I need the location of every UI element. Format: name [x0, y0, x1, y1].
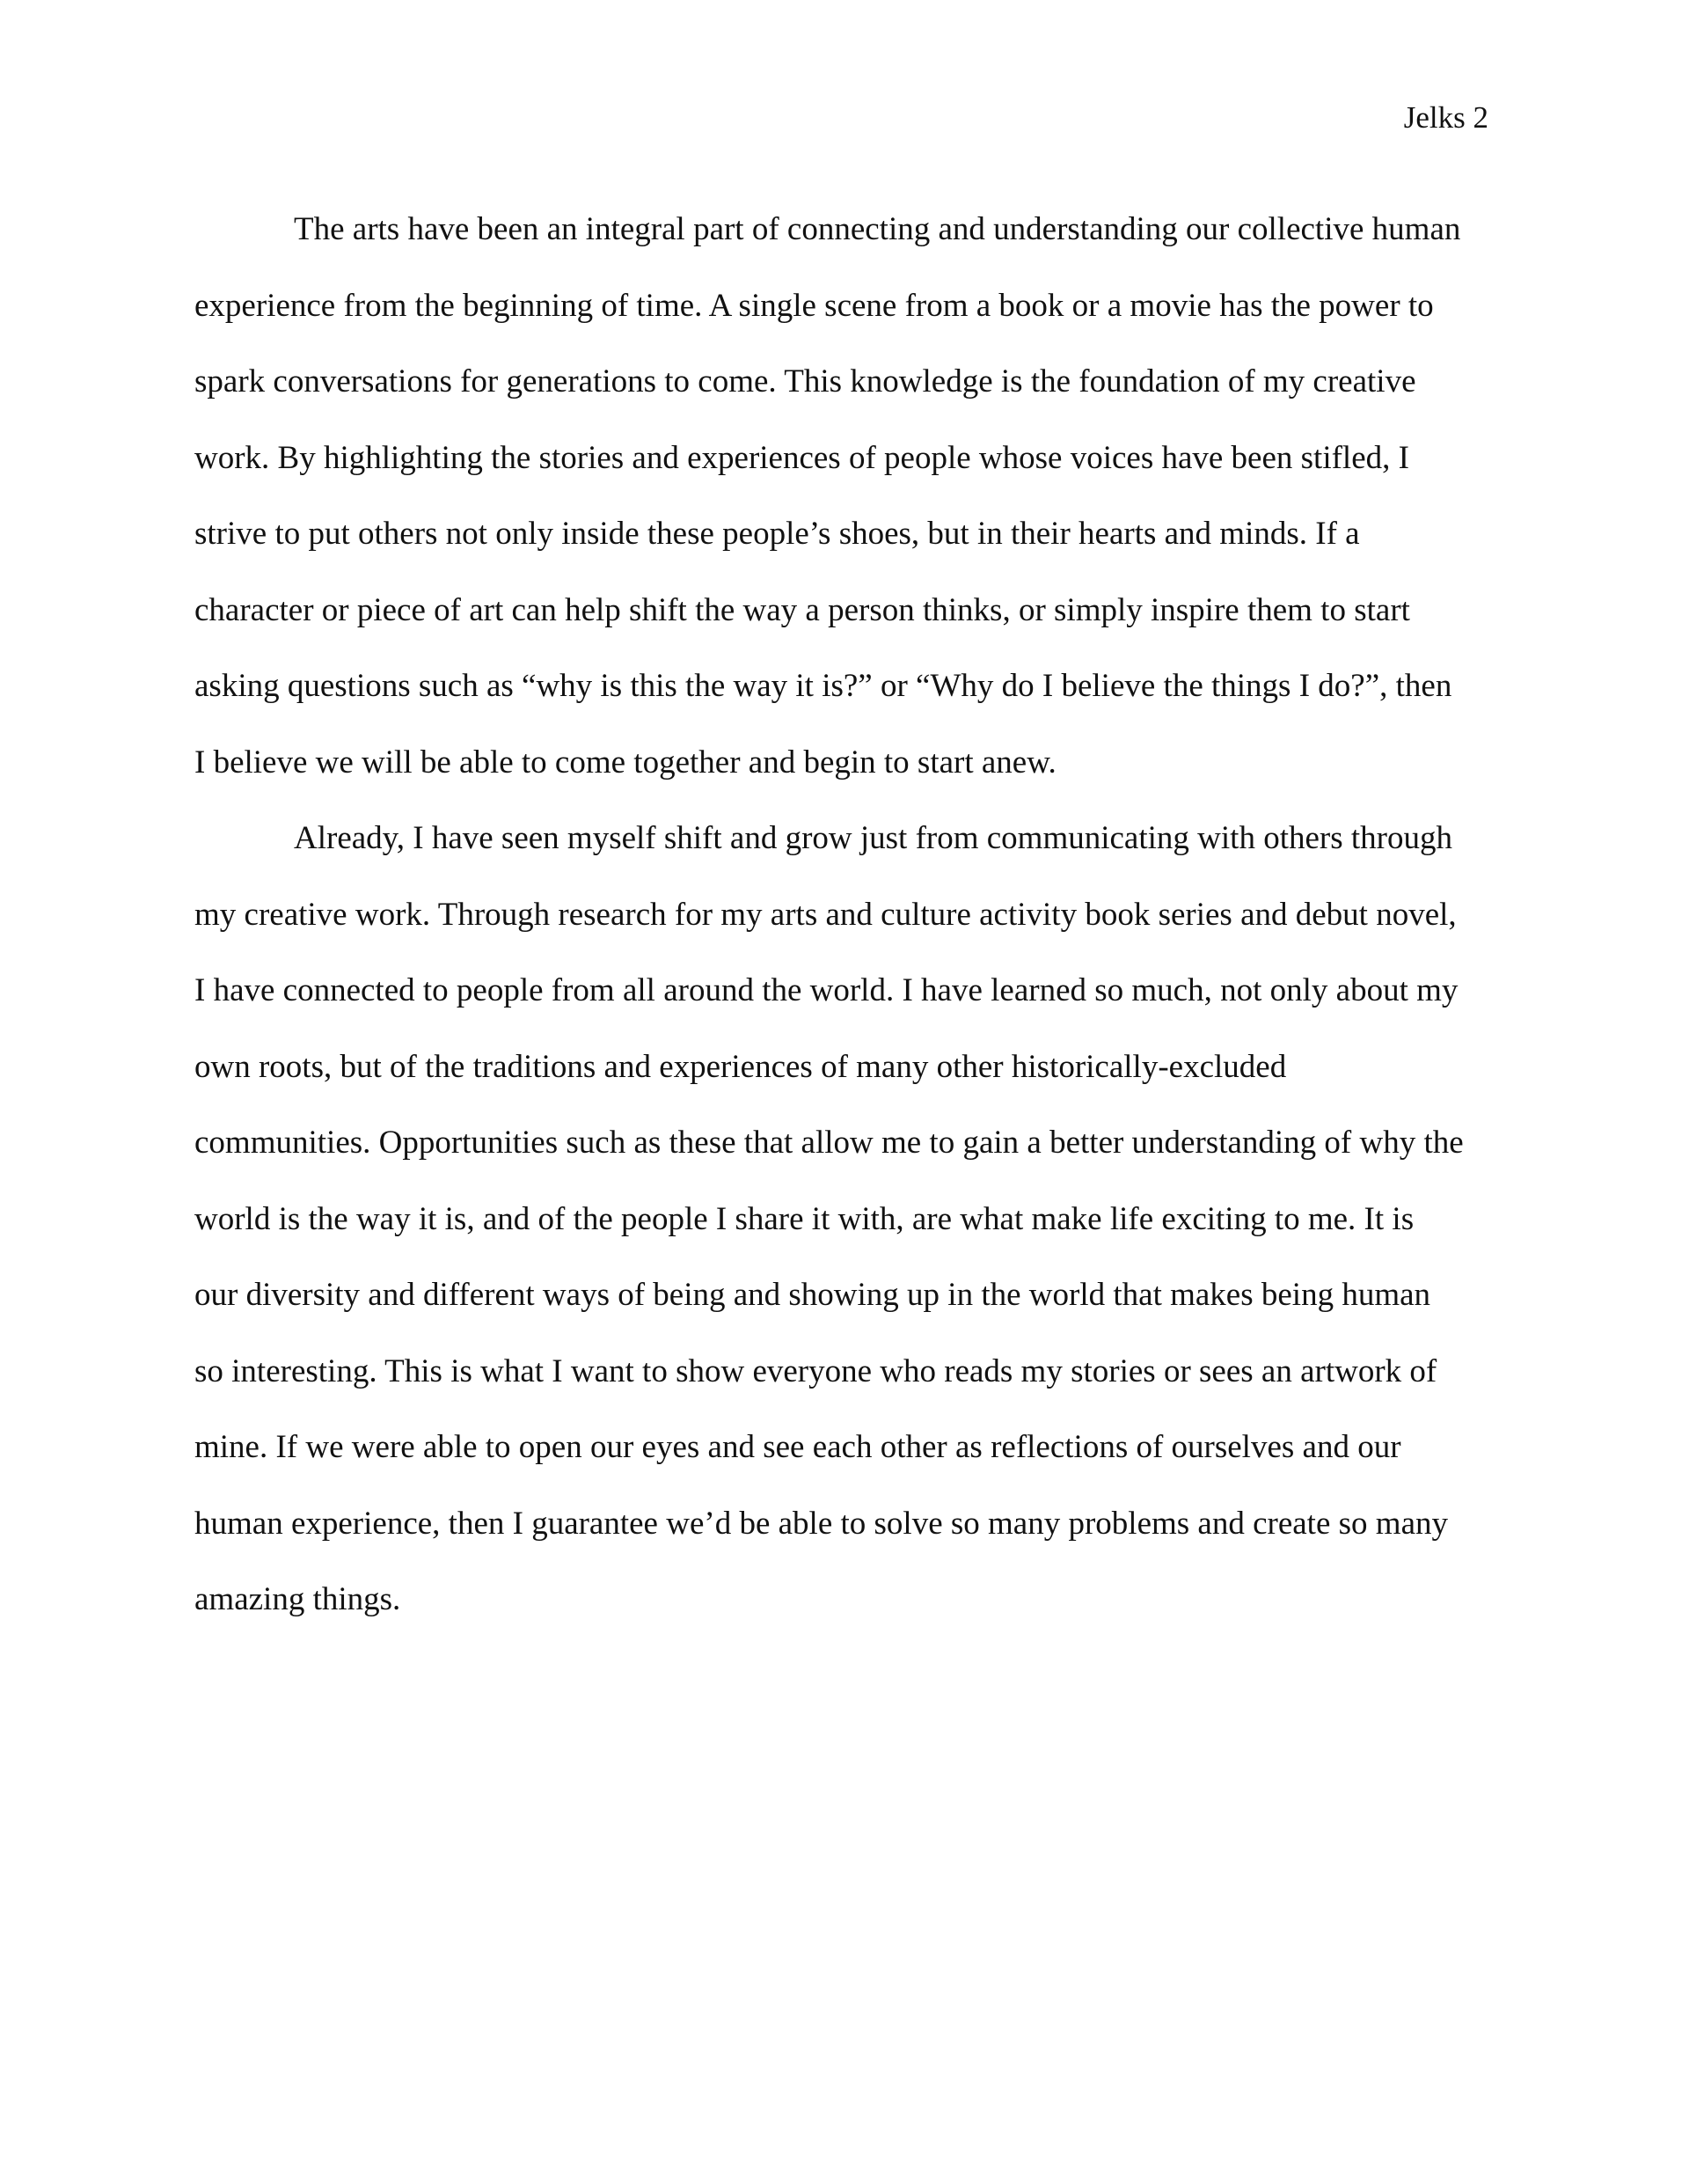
text-line: human experience, then I guarantee we’d be able to solve so many problems and create so many [194, 1505, 1448, 1542]
text-line: strive to put others not only inside these people’s shoes, but in their hearts and minds. If a [194, 516, 1360, 552]
text-line: communities. Opportunities such as these that allow me to gain a better understanding of why the [194, 1125, 1464, 1161]
document-body [194, 192, 1496, 1638]
text-line: Already, I have seen myself shift and grow just from communicating with others through [294, 820, 1452, 856]
text-line: so interesting. This is what I want to show everyone who reads my stories or sees an artwork of [194, 1352, 1437, 1389]
paragraph-1 [194, 192, 1496, 801]
text-line: world is the way it is, and of the people I share it with, are what make life exciting to me. It is [194, 1200, 1415, 1237]
text-line: our diversity and different ways of being and showing up in the world that makes being human [194, 1277, 1431, 1313]
text-line: my creative work. Through research for my arts and culture activity book series and debut novel, [194, 896, 1457, 933]
text-line: I have connected to people from all around the world. I have learned so much, not only about my [194, 972, 1459, 1008]
running-head: Jelks 2 [1403, 100, 1488, 135]
text-line: asking questions such as “why is this the way it is?” or “Why do I believe the things I do?”, then [194, 668, 1452, 704]
text-line: mine. If we were able to open our eyes and see each other as reflections of ourselves and our [194, 1429, 1401, 1465]
text-line: I believe we will be able to come together and begin to start anew. [194, 744, 1057, 781]
text-line: amazing things. [194, 1581, 401, 1617]
paragraph-2 [194, 801, 1496, 1638]
text-line: spark conversations for generations to come. This knowledge is the foundation of my creative [194, 363, 1416, 399]
text-line: own roots, but of the traditions and experiences of many other historically-excluded [194, 1048, 1287, 1085]
text-line: The arts have been an integral part of connecting and understanding our collective human [294, 211, 1461, 247]
text-line: character or piece of art can help shift the way a person thinks, or simply inspire them to start [194, 591, 1410, 628]
text-line: work. By highlighting the stories and experiences of people whose voices have been stifled, I [194, 439, 1409, 476]
text-line: experience from the beginning of time. A single scene from a book or a movie has the power to [194, 287, 1434, 324]
